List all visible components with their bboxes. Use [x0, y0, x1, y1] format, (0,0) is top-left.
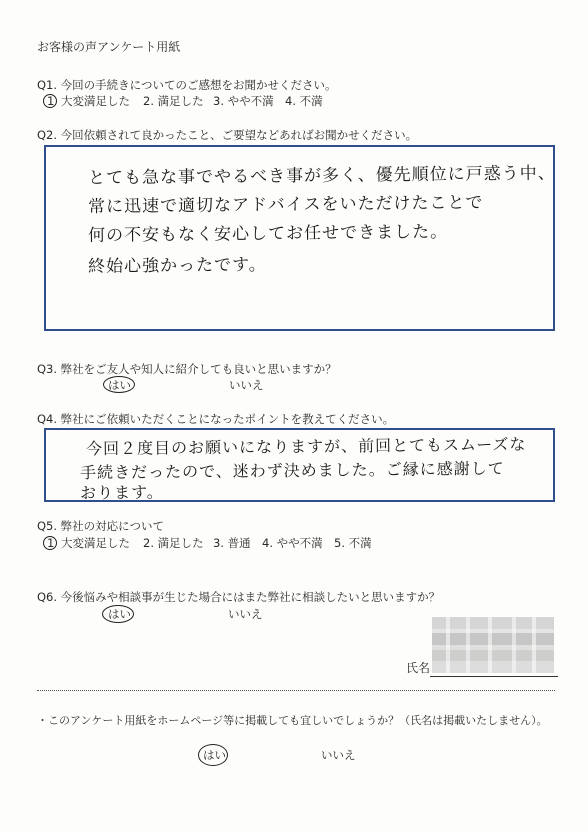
q3-no: いいえ	[229, 378, 264, 392]
q5-question: Q5. 弊社の対応について	[37, 519, 164, 533]
publish-no: いいえ	[321, 748, 356, 762]
form-title: お客様の声アンケート用紙	[37, 40, 181, 54]
q1-option-1-number: 1	[47, 94, 55, 108]
q6-question: Q6. 今後悩みや相談事が生じた場合にはまた弊社に相談したいと思いますか？	[37, 590, 441, 604]
q5-option-5: 5. 不満	[334, 536, 372, 550]
q5-option-2: 2. 満足した	[143, 536, 204, 550]
q6-yes: はい	[108, 607, 131, 621]
q2-answer-line-3: 何の不安もなく安心してお任せできました。	[87, 222, 449, 246]
q4-answer-box	[44, 428, 555, 502]
q1-option-1: 大変満足した	[61, 94, 130, 108]
divider-dotted	[37, 690, 555, 691]
q1-option-2: 2. 満足した	[143, 94, 204, 108]
q5-option-4: 4. やや不満	[262, 536, 323, 550]
redacted-name	[432, 617, 554, 673]
q6-no: いいえ	[228, 607, 263, 621]
name-underline	[430, 676, 558, 677]
q5-option-3: 3. 普通	[213, 536, 251, 550]
q3-yes: はい	[108, 378, 131, 392]
q4-answer-line-3: おります。	[79, 482, 164, 503]
publish-yes: はい	[203, 748, 226, 762]
q4-question: Q4. 弊社にご依頼いただくことになったポイントを教えてください。	[37, 412, 395, 426]
q1-option-4: 4. 不満	[285, 94, 323, 108]
q2-answer-line-4: 終始心強かったです。	[87, 255, 267, 277]
q2-question: Q2. 今回依頼されて良かったこと、ご要望などあればお聞かせください。	[37, 128, 418, 142]
q2-answer-box	[44, 145, 555, 331]
q1-question: Q1. 今回の手続きについてのご感想をお聞かせください。	[37, 78, 337, 92]
q5-option-1: 大変満足した	[61, 536, 130, 550]
q4-answer-line-2: 手続きだったので、迷わず決めました。ご縁に感謝して	[79, 458, 505, 483]
q5-option-1-number: 1	[47, 536, 55, 550]
name-label: 氏名	[406, 661, 431, 675]
q2-answer-line-2: 常に迅速で適切なアドバイスをいただけたことで	[87, 192, 484, 218]
q2-answer-line-1: とても急な事でやるべき事が多く、優先順位に戸惑う中、	[87, 163, 556, 189]
q1-option-3: 3. やや不満	[213, 94, 274, 108]
q3-question: Q3. 弊社をご友人や知人に紹介しても良いと思いますか？	[37, 362, 337, 376]
q4-answer-line-1: 今回２度目のお願いになりますが、前回とてもスムーズな	[85, 434, 527, 459]
publish-question: ・このアンケート用紙をホームページ等に掲載しても宜しいでしょうか？（氏名は掲載いたしません）。	[37, 714, 548, 727]
